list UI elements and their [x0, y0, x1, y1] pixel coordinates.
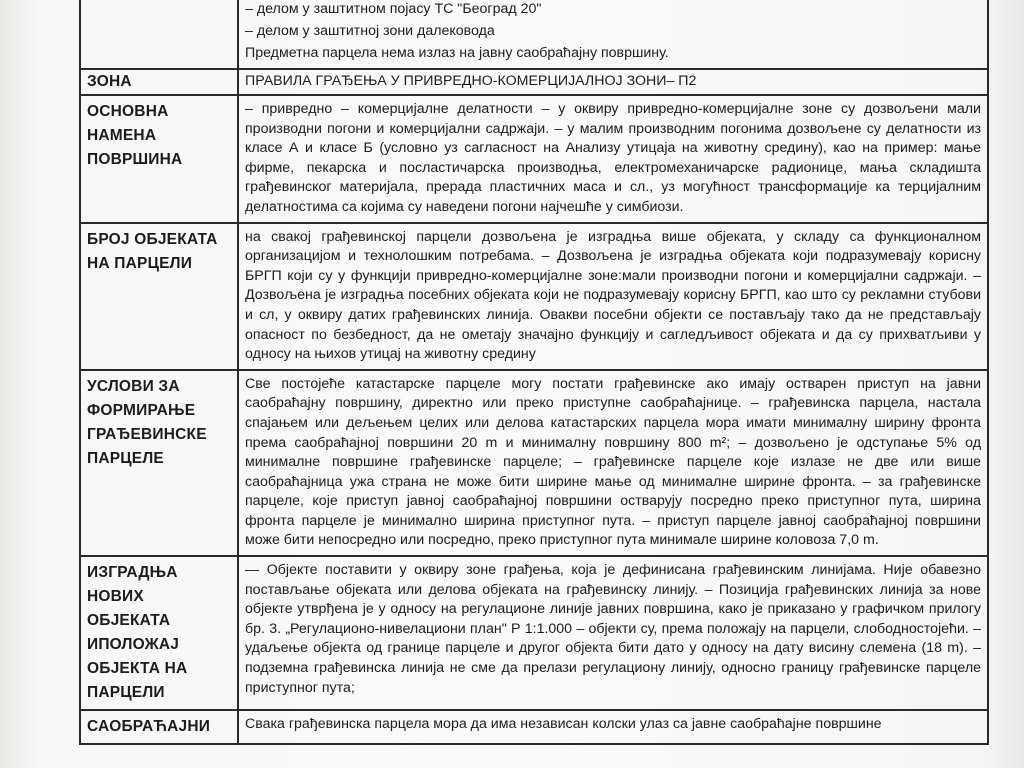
note-line: – делом у заштитној зони далековода	[245, 23, 495, 39]
izgradnja-objekata-label: ИЗГРАДЊА НОВИХ ОБЈЕКАТА ИПОЛОЖАЈ ОБЈЕКТА НА ПАРЦЕЛИ	[80, 556, 238, 710]
zona-value: ПРАВИЛА ГРАЂЕЊА У ПРИВРЕДНО-КОМЕРЦИЈАЛНОЈ ЗОНИ– П2	[238, 69, 988, 95]
table-row-izgradnja-objekata	[80, 556, 988, 710]
broj-objekata-label: БРОЈ ОБЈЕКАТА НА ПАРЦЕЛИ	[80, 223, 238, 370]
saobracajni-text: Свака грађевинска парцела мора да има независан колски улаз са јавне саобраћајне површине	[238, 710, 988, 744]
osnovna-namena-label: ОСНОВНА НАМЕНА ПОВРШИНА	[80, 95, 238, 223]
zoning-rules-table	[79, 0, 989, 745]
location-notes	[238, 0, 988, 69]
saobracajni-label: САОБРАЋАЈНИ	[80, 710, 238, 744]
osnovna-namena-text: – привредно – комерцијалне делатности – у оквиру привредно-комерцијалне зоне су дозвољени мали производни погони и комерцијални садржаји. – у малим производним погонима дозвољене су делатности из класе А и класе Б (условно уз сагласност на Анализу утицаја на животну средину), као на пример: мање фирме, пекарска и посластичарска производња, електромеханичарске радионице, мања складишта грађевинског материјала, прерада пластичних маса и сл., уз могућност трансформације ка терцијалним делатностима са којима су наведени погони најчешће у симбиози.	[238, 95, 988, 223]
broj-objekata-text: на свакој грађевинској парцели дозвољена је изградња више објеката, у складу са функционалном организацијом и технолошким потребама. – Дозвољена је изградња објеката који подразумевају корисну БРГП који су у функцији привредно-комерцијалне зоне:мали производни погони и комерцијални садржаји. – Дозвољена је изградња посебних објеката који не подразумевају корисну БРГП, као што су рекламни стубови и сл, у оквиру датих грађевинских линија. Овакви посебни објекти се постављају тако да не представљају опасност по безбедност, да не ометају значајно функцију и сагледљивост објеката и да су прихватљиви у односу на њихов утицај на животну средину	[238, 223, 988, 370]
uslovi-parcele-text: Све постојеће катастарске парцеле могу постати грађевинске ако имају остварен приступ на јавни саобраћајну површину, директно или преко приступне саобраћајнице. – грађевинска парцела, настала спајањем или дељењем целих или делова катастарских парцела мора имати минималну ширину фронта према саобраћајној површини 20 m и минималну површину 800 m²; – дозвољено је одступање 5% од минималне површине грађевинске парцеле; – грађевинске парцеле које излазе не две или више саобраћајница ужа страна не може бити ширине мање од минималне ширине фронта. – за грађевинске парцеле, које приступ јавној саобраћајној површини остварују посредно преко приступног пута, ширина фронта парцеле је минимално ширина приступног пута. – приступ парцеле јавној саобраћајној површини може бити непосредно или посредно, преко приступног пута минимале ширине коловоза 7,0 m.	[238, 370, 988, 556]
zona-label: ЗОНА	[80, 69, 238, 95]
izgradnja-objekata-text: — Објекте поставити у оквиру зоне грађења, која је дефинисана грађевинским линијама. Није обавезно постављање објеката или делова објеката на грађевинску линију. – Позиција грађевинских линија за нове објекте утврђена је у односу на регулационе линије јавних површина, како је приказано у графичком прилогу бр. 3. „Регулационо-нивелациони план" Р 1:1.000 – објекти су, према положају на парцели, слободностојећи. – удаљење објекта од границе парцеле и другог објекта бити дато у односу на дату висину слемена (18 m). – подземна грађевинска линија не сме да прелази регулациону линију, односно границу грађевинске парцеле приступног пута;	[238, 556, 988, 710]
note-line: Предметна парцела нема излаз на јавну саобраћајну површину.	[245, 45, 669, 61]
table-row-saobracajni	[80, 710, 988, 744]
table-row-uslovi-parcele	[80, 370, 988, 556]
uslovi-parcele-label: УСЛОВИ ЗА ФОРМИРАЊЕ ГРАЂЕВИНСКЕ ПАРЦЕЛЕ	[80, 370, 238, 556]
table-row-broj-objekata	[80, 223, 988, 370]
note-line: – делом у заштитном појасу ТС "Београд 20"	[245, 1, 542, 17]
table-row-osnovna-namena	[80, 95, 988, 223]
row-label-empty	[80, 0, 238, 69]
table-row-zona	[80, 69, 988, 95]
table-row-location	[80, 0, 988, 69]
